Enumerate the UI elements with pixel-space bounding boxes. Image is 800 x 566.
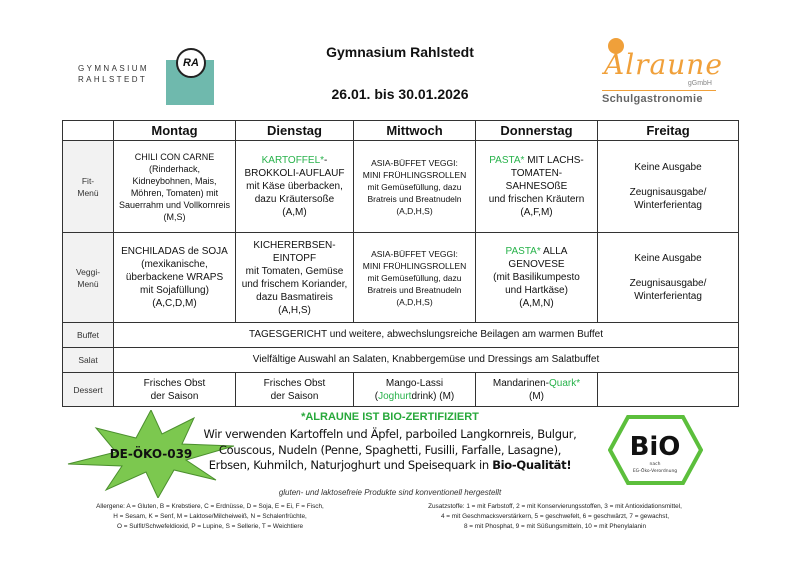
menu-text: Mandarinen- xyxy=(492,377,550,389)
row-label-line: Menü xyxy=(77,187,99,198)
menu-line xyxy=(477,377,596,390)
menu-table xyxy=(62,120,739,407)
menu-line xyxy=(237,154,352,167)
menu-line: mit Tomaten, Gemüse xyxy=(245,265,344,277)
menu-line: MINI FRÜHLINGSROLLEN xyxy=(362,260,467,271)
menu-line: Bratreis und Breatnudeln xyxy=(367,284,462,295)
bio-highlight: Joghurt xyxy=(378,390,412,402)
dessert-cell xyxy=(236,373,354,407)
day-header: Montag xyxy=(114,121,236,141)
menu-line: ENCHILADAS de SOJA xyxy=(121,246,228,257)
caterer-logo xyxy=(600,36,723,108)
menu-line: und Hartkäse) xyxy=(505,285,568,296)
bio-line: Couscous, Nudeln (Penne, Spaghetti, Fusilli, Farfalle, Lasagne), xyxy=(218,442,562,457)
menu-line: überbackene WRAPS xyxy=(125,272,224,283)
row-label: Salat xyxy=(63,348,114,373)
menu-line: Kidneybohnen, Mais, xyxy=(132,175,217,186)
menu-line: und frischen Kräutern xyxy=(488,194,585,205)
row-label: Buffet xyxy=(63,323,114,348)
legend-line: 8 = mit Phosphat, 9 = mit Süßungsmitteln, 10 = mit Phenylalanin xyxy=(463,523,647,530)
school-logo-line: GYMNASIUM xyxy=(78,64,149,73)
menu-text: drink) (M) xyxy=(411,390,455,402)
menu-cell xyxy=(354,141,476,233)
row-label xyxy=(63,233,114,323)
legend-line: Zusatzstoffe: 1 = mit Farbstoff, 2 = mit Konservierungsstoffen, 3 = mit Antioxidationsmittel, xyxy=(428,503,682,510)
menu-line: ASIA-BÜFFET VEGGI: xyxy=(371,157,458,168)
menu-cell xyxy=(236,233,354,323)
menu-line: Zeugnisausgabe/ xyxy=(629,187,707,198)
menu-line: der Saison xyxy=(270,390,319,402)
table-header-row xyxy=(63,121,739,141)
divider xyxy=(602,90,716,91)
menu-text: MIT LACHS- xyxy=(524,155,584,166)
menu-line: (A,F,M) xyxy=(520,207,553,218)
school-logo-text xyxy=(78,63,149,85)
menu-line: CHILI CON CARNE xyxy=(134,151,215,162)
bio-headline: *ALRAUNE IST BIO-ZERTIFIZIERT xyxy=(301,411,479,423)
row-label: Dessert xyxy=(63,373,114,407)
menu-line: GENOVESE xyxy=(508,259,565,270)
menu-line: und frischem Koriander, xyxy=(241,278,348,290)
menu-text: ALLA xyxy=(540,246,568,257)
menu-line: Winterferientag xyxy=(634,291,702,302)
bio-highlight: PASTA* xyxy=(505,246,541,257)
additives-legend xyxy=(385,502,725,532)
salat-cell: Vielfältige Auswahl an Salaten, Knabbergemüse und Dressings am Salatbuffet xyxy=(114,348,739,373)
menu-line: (mit Basilikumpesto xyxy=(493,272,580,283)
menu-line: mit Gemüsefüllung, dazu xyxy=(367,181,462,192)
menu-line: BROKKOLI-AUFLAUF xyxy=(244,168,345,179)
row-label-line: Fit- xyxy=(81,175,95,186)
bio-logo-sub2: EG-Öko-Verordnung xyxy=(632,469,678,474)
dessert-cell xyxy=(354,373,476,407)
row-label-line: Veggi- xyxy=(75,266,101,277)
table-row-salat xyxy=(63,348,739,373)
bio-note: gluten- und laktosefreie Produkte sind konventionell hergestellt xyxy=(278,488,502,497)
menu-cell xyxy=(598,141,739,233)
menu-line: mit Gemüsefüllung, dazu xyxy=(367,272,462,283)
menu-line: Zeugnisausgabe/ xyxy=(629,278,707,289)
day-header: Donnerstag xyxy=(476,121,598,141)
day-header: Dienstag xyxy=(236,121,354,141)
school-logo xyxy=(78,48,218,103)
menu-line: Möhren, Tomaten) mit xyxy=(130,187,219,198)
buffet-cell: TAGESGERICHT und weitere, abwechslungsreiche Beilagen am warmen Buffet xyxy=(114,323,739,348)
page-title: Gymnasium Rahlstedt xyxy=(326,44,474,60)
table-row-buffet xyxy=(63,323,739,348)
menu-text: - xyxy=(324,155,328,166)
menu-line: MINI FRÜHLINGSROLLEN xyxy=(362,169,467,180)
menu-line xyxy=(477,154,596,167)
caterer-logo-subtitle: Schulgastronomie xyxy=(602,93,703,105)
menu-line: (A,H,S) xyxy=(278,304,311,316)
menu-text: ( xyxy=(374,390,379,402)
menu-line: Frisches Obst xyxy=(143,377,206,389)
day-header: Mittwoch xyxy=(354,121,476,141)
menu-line: SAHNESOßE xyxy=(505,181,568,192)
day-header: Freitag xyxy=(598,121,739,141)
menu-line: Mango-Lassi xyxy=(385,377,444,389)
menu-cell xyxy=(114,233,236,323)
menu-line: dazu Basmatireis xyxy=(256,291,333,303)
menu-line: mit Käse überbacken, xyxy=(246,181,343,192)
bio-highlight: Quark* xyxy=(549,377,581,389)
menu-line: (A,M) xyxy=(282,207,307,218)
row-label xyxy=(63,141,114,233)
menu-line: dazu Kräutersoße xyxy=(254,194,335,205)
bio-logo-sub1: nach xyxy=(649,462,661,467)
menu-line: (mexikanische, xyxy=(141,259,208,270)
legend-line: 4 = mit Geschmacksverstärkern, 5 = geschwefelt, 6 = geschwärzt, 7 = gewachst, xyxy=(440,513,670,520)
bio-logo xyxy=(608,415,703,485)
legend-line: H = Sesam, K = Senf, M = Laktose/Milcheiweiß, N = Schalenfrüchte, xyxy=(113,513,307,520)
menu-cell xyxy=(476,233,598,323)
corner-cell xyxy=(63,121,114,141)
date-range: 26.01. bis 30.01.2026 xyxy=(331,86,469,102)
legend-line: O = Sulfit/Schwefeldioxid, P = Lupine, S = Sellerie, T = Weichtiere xyxy=(116,523,304,530)
menu-line xyxy=(355,390,474,403)
table-row-fit xyxy=(63,141,739,233)
menu-line: EINTOPF xyxy=(272,252,317,264)
table-row-veggi xyxy=(63,233,739,323)
menu-line: Winterferientag xyxy=(634,200,702,211)
bio-text: Erbsen, Kuhmilch, Naturjoghurt und Speisequark in xyxy=(208,458,493,472)
bio-line: Wir verwenden Kartoffeln und Äpfel, parboiled Langkornreis, Bulgur, xyxy=(203,427,577,441)
menu-line: der Saison xyxy=(150,390,199,402)
menu-line: (M,S) xyxy=(163,211,186,222)
table-row-dessert xyxy=(63,373,739,407)
bio-quality: Bio-Qualität! xyxy=(492,458,572,472)
dessert-cell xyxy=(114,373,236,407)
menu-line xyxy=(477,245,596,258)
caterer-logo-name: Alraune xyxy=(604,48,723,81)
menu-line: (A,M,N) xyxy=(519,298,554,309)
menu-line: mit Sojafüllung) xyxy=(140,285,209,296)
menu-line: Keine Ausgabe xyxy=(634,253,702,264)
menu-line: Keine Ausgabe xyxy=(634,162,702,173)
caterer-logo-suffix: gGmbH xyxy=(687,80,712,87)
star-badge-text: DE-ÖKO-039 xyxy=(109,447,193,461)
menu-cell xyxy=(114,141,236,233)
bio-logo-word: BiO xyxy=(629,432,681,462)
menu-line: Frisches Obst xyxy=(263,377,326,389)
menu-cell xyxy=(354,233,476,323)
dessert-cell xyxy=(598,373,739,407)
menu-cell xyxy=(476,141,598,233)
menu-line: (A,D,H,S) xyxy=(396,296,433,307)
bio-description xyxy=(180,427,600,474)
row-label-line: Menü xyxy=(77,278,99,289)
bio-highlight: PASTA* xyxy=(489,155,525,166)
menu-line: (A,C,D,M) xyxy=(152,298,197,309)
menu-line: KICHERERBSEN- xyxy=(253,239,336,251)
bio-line xyxy=(180,458,600,474)
menu-line: (A,D,H,S) xyxy=(396,205,433,216)
menu-line: (M) xyxy=(529,390,544,402)
menu-cell xyxy=(598,233,739,323)
bio-highlight: KARTOFFEL* xyxy=(261,155,325,166)
menu-line: TOMATEN- xyxy=(510,168,563,179)
dessert-cell xyxy=(476,373,598,407)
menu-line: ASIA-BÜFFET VEGGI: xyxy=(371,248,458,259)
menu-line: Bratreis und Breatnudeln xyxy=(367,193,462,204)
menu-line: (Rinderhack, xyxy=(148,163,201,174)
allergens-legend xyxy=(70,502,350,532)
school-logo-line: RAHLSTEDT xyxy=(78,75,148,84)
menu-line: Sauerrahm und Vollkornreis xyxy=(118,199,231,210)
school-logo-monogram: RA xyxy=(176,48,206,78)
menu-cell xyxy=(236,141,354,233)
legend-line: Allergene: A = Gluten, B = Krebstiere, C = Erdnüsse, D = Soja, E = Ei, F = Fisch, xyxy=(96,503,324,510)
